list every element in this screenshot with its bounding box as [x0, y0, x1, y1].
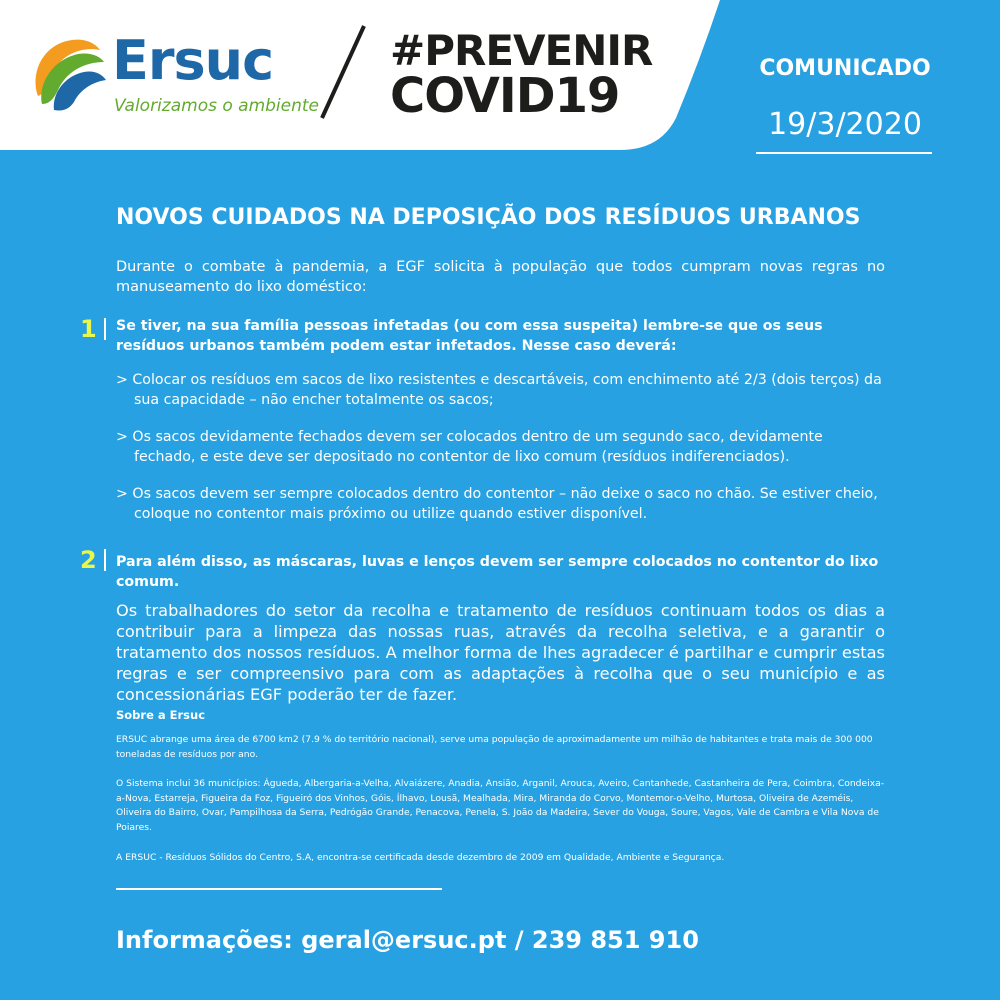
- point-divider-2: [104, 549, 106, 571]
- intro-paragraph: Durante o combate à pandemia, a EGF solicita à população que todos cumpram novas regras no manuseamento do lixo doméstico:: [116, 259, 885, 295]
- about-title: Sobre a Ersuc: [116, 708, 206, 722]
- communique-label: COMUNICADO: [759, 56, 931, 81]
- communique-date: 19/3/2020: [768, 107, 922, 142]
- footer-divider: [116, 888, 442, 890]
- contact-info: Informações: geral@ersuc.pt / 239 851 910: [116, 926, 699, 954]
- bullet-item-3: > Os sacos devem ser sempre colocados dentro do contentor – não deixe o saco no chão. Se estiver cheio, coloque no contentor mais próximo ou utilize quando estiver disponível.: [116, 486, 878, 522]
- date-underline: [756, 152, 932, 154]
- campaign-hashtag: #PREVENIR: [390, 26, 653, 75]
- point-2-text: Para além disso, as máscaras, luvas e lenços devem ser sempre colocados no contentor do lixo comum.: [116, 554, 879, 590]
- bullet-item-2: > Os sacos devidamente fechados devem ser colocados dentro de um segundo saco, devidamente fechado, e este deve ser depositado no contentor de lixo comum (resíduos indiferenciados).: [116, 429, 823, 465]
- brand-tagline: Valorizamos o ambiente: [114, 96, 320, 116]
- point-number-2: 2: [80, 546, 97, 574]
- point-number-1: 1: [80, 315, 97, 343]
- page-title: NOVOS CUIDADOS NA DEPOSIÇÃO DOS RESÍDUOS URBANOS: [116, 205, 861, 230]
- about-paragraph-2: O Sistema inclui 36 municípios: Águeda, Albergaria-a-Velha, Alvaiázere, Anadia, Ansião, Arganil, Arouca, Aveiro, Cantanhede, Castanheira de Pera, Coimbra, Condeixa-a-Nova, Estarreja, Figueira da Foz, Figueiró dos Vinhos, Góis, Ílhavo, Lousã, Mealhada, Mira, Miranda do Corvo, Montemor-o-Velho, Murtosa, Oliveira de Azeméis, Oliveira do Bairro, Ovar, Pampilhosa da Serra, Pedrógão Grande, Penacova, Penela, S. João da Madeira, Sever do Vouga, Soure, Vagos, Vale de Cambra e Vila Nova de Poiares.: [116, 778, 885, 833]
- brand-name: Ersuc: [112, 29, 274, 92]
- about-paragraph-3: A ERSUC - Resíduos Sólidos do Centro, S.A, encontra-se certificada desde dezembro de 2009 em Qualidade, Ambiente e Segurança.: [116, 852, 725, 863]
- slash-divider-icon: [318, 22, 368, 122]
- ersuc-logo-icon: [28, 34, 108, 114]
- point-divider-1: [104, 318, 106, 340]
- campaign-hashtag-covid: COVID19: [390, 68, 620, 124]
- closing-paragraph: Os trabalhadores do setor da recolha e tratamento de resíduos continuam todos os dias a contribuir para a limpeza das nossas ruas, através da recolha seletiva, e a garantir o tratamento dos nossos resíduos. A melhor forma de lhes agradecer é partilhar e cumprir estas regras e ser compreensivo para com as adaptações à recolha que o seu município e as concessionárias EGF poderão ter de fazer.: [116, 601, 885, 704]
- about-paragraph-1: ERSUC abrange uma área de 6700 km2 (7.9 % do território nacional), serve uma população de aproximadamente um milhão de habitantes e trata mais de 300 000 toneladas de resíduos por ano.: [116, 734, 873, 760]
- bullet-item-1: > Colocar os resíduos em sacos de lixo resistentes e descartáveis, com enchimento até 2/3 (dois terços) da sua capacidade – não encher totalmente os sacos;: [116, 372, 882, 408]
- point-1-text: Se tiver, na sua família pessoas infetadas (ou com essa suspeita) lembre-se que os seus resíduos urbanos também podem estar infetados. Nesse caso deverá:: [116, 318, 823, 354]
